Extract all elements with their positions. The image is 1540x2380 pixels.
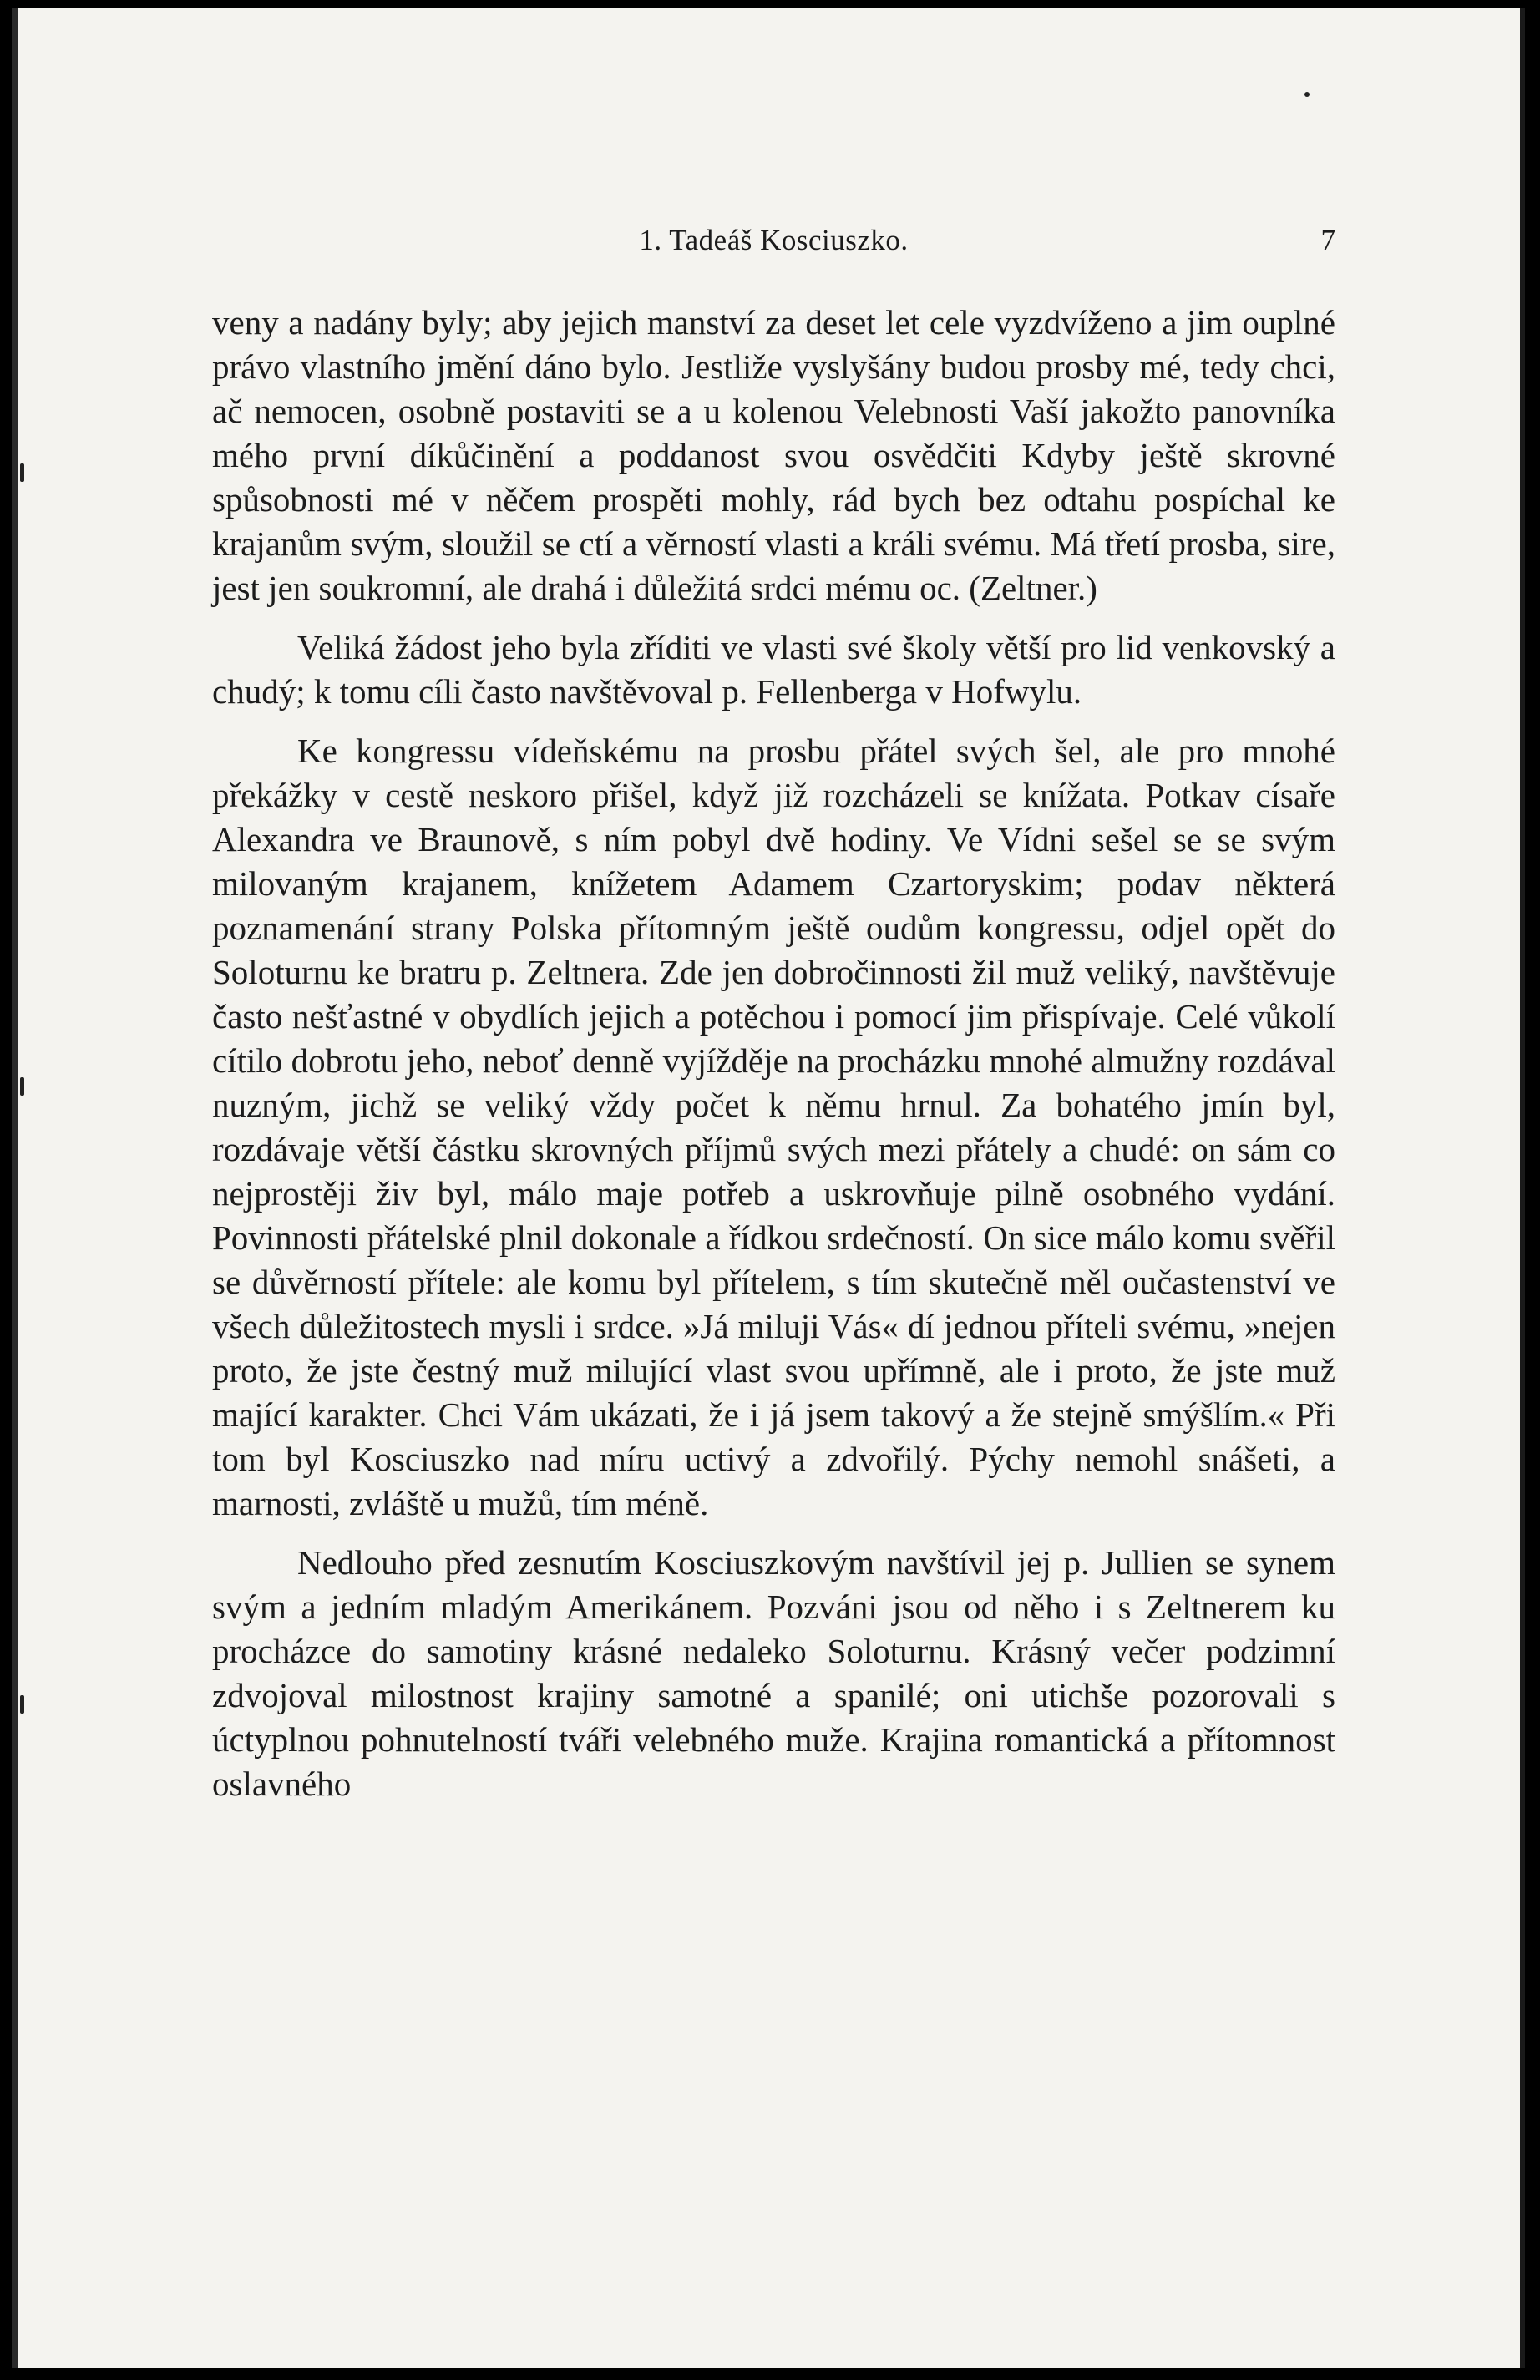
scan-left-edge [12,8,18,2368]
paragraph: Ke kongressu vídeňskému na prosbu přátel svých šel, ale pro mnohé překážky v cestě neskoro přišel, když již rozcházeli se knížata. Potkav císaře Alexandra ve Braunově, s ním pobyl dvě hodiny. Ve Vídni sešel se se svým milovaným krajanem, knížetem Adamem Czartoryskim; podav některá poznamenání strany Polska přítomným ještě oudům kongressu, odjel opět do Soloturnu ke bratru p. Zeltnera. Zde jen dobročinnosti žil muž veliký, navštěvuje často nešťastné v obydlích jejich a potěchou i pomocí jim přispívaje. Celé vůkolí cítilo dobrotu jeho, neboť denně vyjížděje na procházku mnohé almužny rozdával nuzným, jichž se veliký vždy počet k němu hrnul. Za bohatého jmín byl, rozdávaje větší částku skrovných příjmů svých mezi přátely a chudé: on sám co nejprostěji živ byl, málo maje potřeb a uskrovňuje pilně osobného vydání. Povinnosti přátelské plnil dokonale a řídkou srdečností. On sice málo komu svěřil se důvěrností přítele: ale komu byl přítelem, s tím skutečně měl oučastenství ve všech důležitostech mysli i srdce. »Já miluji Vás« dí jednou příteli svému, »nejen proto, že jste čestný muž milující vlast svou upřímně, ale i proto, že jste muž mající karakter. Chci Vám ukázati, že i já jsem takový a že stejně smýšlím.« Při tom byl Kosciuszko nad míru uctivý a zdvořilý. Pýchy nemohl snášeti, a marnosti, zvláště u mužů, tím méně. [212,732,1335,1522]
margin-mark [20,1077,24,1096]
running-title: 1. Tadeáš Kosciuszko. [639,224,909,256]
book-page [12,8,1525,2368]
body-text [212,301,1335,1821]
margin-mark [1304,92,1310,97]
margin-mark [20,1695,24,1714]
margin-mark [20,463,24,482]
page-number: 7 [1320,224,1335,256]
scan-right-edge [1520,8,1525,2368]
running-header [212,224,1335,274]
paragraph: veny a nadány byly; aby jejich manství za deset let cele vyzdvíženo a jim ouplné právo vlastního jmění dáno bylo. Jestliže vyslyšány budou prosby mé, tedy chci, ač nemocen, osobně postaviti se a u kolenou Velebnosti Vaší jakožto panovníka mého první díkůčinění a poddanost svou osvědčiti Kdyby ještě skrovné spůsobnosti mé v něčem prospěti mohly, rád bych bez odtahu pospíchal ke krajanům svým, sloužil se ctí a věrností vlasti a králi svému. Má třetí prosba, sire, jest jen soukromní, ale drahá i důležitá srdci mému oc. (Zeltner.) [212,303,1335,607]
paragraph: Veliká žádost jeho byla zříditi ve vlasti své školy větší pro lid venkovský a chudý; k tomu cíli často navštěvoval p. Fellenberga v Hofwylu. [212,628,1335,711]
paragraph: Nedlouho před zesnutím Kosciuszkovým navštívil jej p. Jullien se synem svým a jedním mladým Amerikánem. Pozváni jsou od něho i s Zeltnerem ku procházce do samotiny krásné nedaleko Soloturnu. Krásný večer podzimní zdvojoval milostnost krajiny samotné a spanilé; oni utichše pozorovali s úctyplnou pohnutelností tváři velebného muže. Krajina romantická a přítomnost oslavného [212,1543,1335,1803]
